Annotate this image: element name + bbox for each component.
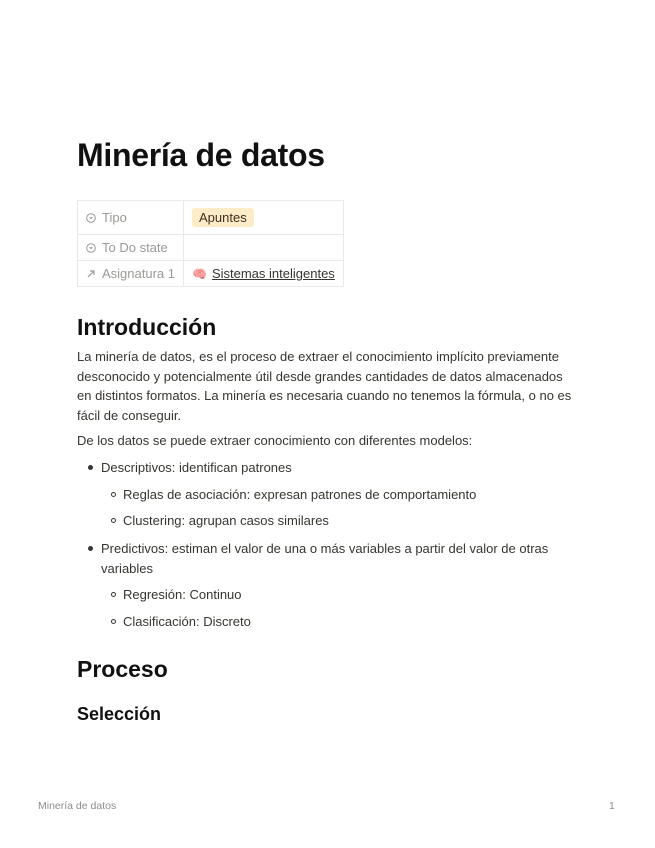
selection-subheading: Selección <box>77 704 162 724</box>
relation-icon <box>86 269 96 279</box>
circle-bullet-icon <box>111 518 116 523</box>
property-value-cell[interactable] <box>184 261 344 287</box>
circle-bullet-icon <box>111 592 116 597</box>
intro-paragraph: La minería de datos, es el proceso de extraer el conocimiento implícito previamente desconocido y potencialmente útil desde grandes cantidades de datos almacenados en distintos formatos. La minería es necesaria cuando no tenemos la fórmula, o no es fácil de conseguir. <box>77 349 572 423</box>
property-row <box>78 235 344 261</box>
property-value-cell[interactable] <box>184 235 344 261</box>
property-key: Asignatura 1 <box>102 266 175 281</box>
relation-link[interactable]: Sistemas inteligentes <box>211 266 335 281</box>
tag-apuntes[interactable]: Apuntes <box>192 208 254 227</box>
bullet-icon <box>88 465 93 470</box>
property-value-cell[interactable] <box>184 201 344 235</box>
process-heading: Proceso <box>77 656 168 682</box>
page-title: Minería de datos <box>77 137 325 173</box>
select-icon <box>86 213 96 223</box>
property-key-cell <box>78 235 184 261</box>
property-key-cell <box>78 261 184 287</box>
intro-heading: Introducción <box>77 314 217 340</box>
circle-bullet-icon <box>111 492 116 497</box>
intro-lead: De los datos se puede extraer conocimiento con diferentes modelos: <box>77 433 473 448</box>
bullet-icon <box>88 546 93 551</box>
property-row <box>78 261 344 287</box>
property-key: To Do state <box>102 240 168 255</box>
page-number: 1 <box>609 800 615 812</box>
property-key-cell <box>78 201 184 235</box>
property-key: Tipo <box>102 210 127 225</box>
properties-table <box>77 200 344 287</box>
footer-title: Minería de datos <box>38 800 117 812</box>
brain-icon: 🧠 <box>192 267 207 281</box>
property-row <box>78 201 344 235</box>
circle-bullet-icon <box>111 619 116 624</box>
select-icon <box>86 243 96 253</box>
